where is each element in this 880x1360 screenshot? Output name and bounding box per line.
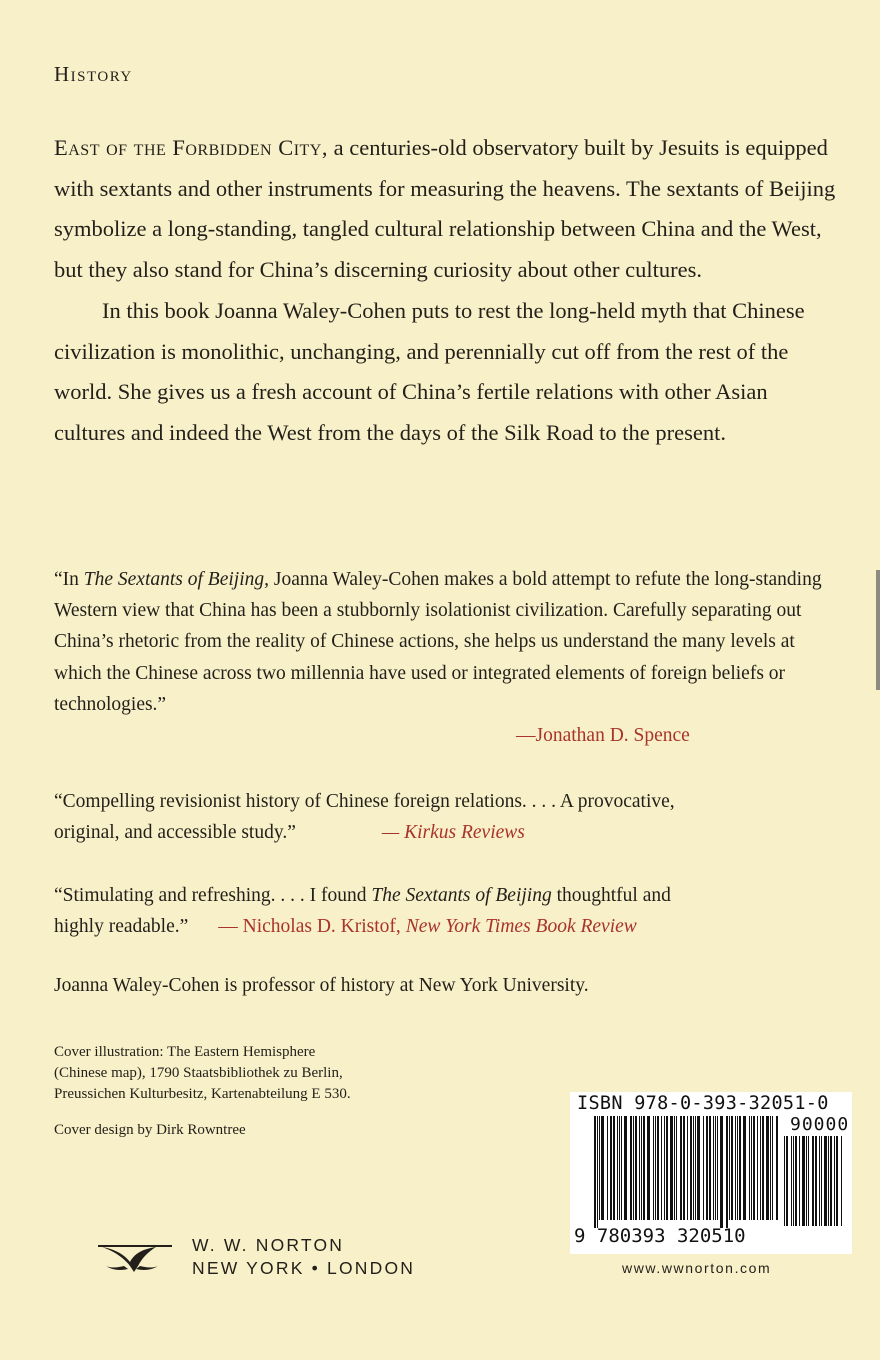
barcode-bar [751,1116,752,1220]
barcode-bar [687,1116,688,1220]
barcode-bar [621,1116,622,1220]
barcode-bar [613,1116,615,1220]
barcode-bar [726,1116,728,1228]
barcode-bar [635,1116,637,1220]
barcode-bar [757,1116,758,1220]
description-paragraph-1 [54,128,844,291]
book-title-italic: The Sextants of Beijing [371,885,552,906]
credit-line-1: Cover illustration: The Eastern Hemisphere [54,1044,316,1060]
barcode-bar [802,1136,805,1226]
book-title-italic: The Sextants of Beijing, [83,569,270,590]
isbn-number: ISBN 978-0-393-32051-0 [577,1093,829,1114]
publisher-imprint [192,1234,415,1280]
barcode-bar [657,1116,659,1220]
author-bio: Joanna Waley-Cohen is professor of history at New York University. [54,975,589,996]
barcode-bar [594,1116,596,1228]
barcode-bar [715,1116,716,1220]
barcode-bar [624,1116,627,1220]
review-attribution: — Kirkus Reviews [381,822,525,844]
review-attribution-name: — Nicholas D. Kristof, [218,916,406,938]
barcode-bar [830,1136,832,1226]
barcode-bar [617,1116,618,1220]
barcode-bar [597,1116,598,1228]
description-paragraph-1-text: a centuries-old observatory built by Jesuits is equipped with sextants and other instruments for measuring the heavens. The sextants of Beijing symbolize a long-standing, tangled cultural relationship between China and the West, but they also stand for China’s discerning curiosity about other cultures. [54,135,836,283]
barcode-bar [607,1116,608,1220]
barcode-bar [729,1116,730,1220]
barcode-bar [791,1136,792,1226]
barcode-bar [737,1116,738,1220]
review-quote-kristof [54,880,844,942]
barcode-bar [655,1116,656,1220]
barcode-bar [674,1116,675,1220]
barcode-bar [739,1116,741,1220]
barcode-bar [680,1116,682,1220]
review-quote-line-1: “Compelling revisionist history of Chinese foreign relations. . . . A provocative, [54,791,675,812]
review-quote-line-2-text: original, and accessible study.” [54,822,296,844]
barcode-bar [695,1116,696,1220]
review-quote-line-2-text: highly readable.” [54,916,189,938]
barcode-bar [743,1116,746,1220]
barcode-bar [643,1116,645,1220]
publisher-website: www.wwnorton.com [622,1260,772,1276]
barcode-bar [683,1116,685,1220]
review-attribution-publication: New York Times Book Review [405,916,637,938]
barcode-bar [760,1116,761,1220]
seagull-logo-icon [96,1236,174,1274]
barcode-bar [824,1136,827,1226]
barcode-bar [703,1116,704,1220]
barcode-bar [619,1116,620,1220]
barcode-bar [819,1136,820,1226]
review-quote-open: “Stimulating and refreshing. . . . I found [54,885,372,906]
barcode-bar [808,1136,809,1226]
review-quote-kirkus [54,786,844,848]
barcode-bar [834,1136,835,1226]
barcode-bar [806,1136,807,1226]
review-quote-body: thoughtful and [551,885,671,906]
barcode-bar [772,1116,773,1220]
description-paragraph-2: In this book Joanna Waley-Cohen puts to rest the long-held myth that Chinese civilization is monolithic, unchanging, and perennially cut off from the rest of the world. She gives us a fresh account of China’s fertile relations with other Asian cultures and indeed the West from the days of the Silk Road to the present. [54,297,805,445]
cover-design-credit: Cover design by Dirk Rowntree [54,1122,246,1138]
barcode-bar [664,1116,665,1220]
barcode-bar [793,1136,794,1226]
barcode-bar [610,1116,612,1220]
barcode-bar [735,1116,736,1220]
page-edge-shadow [876,570,880,690]
barcode-bar [706,1116,708,1220]
book-description [54,128,844,454]
barcode-bar [815,1136,817,1226]
category-label: History [54,62,133,86]
isbn-barcode [570,1092,852,1254]
barcode-bar [630,1116,632,1220]
publisher-name: W. W. NORTON [192,1235,345,1255]
review-attribution: —Jonathan D. Spence [516,725,690,747]
barcode-bar [697,1116,700,1220]
barcode-bar [713,1116,714,1220]
barcode-bar [653,1116,654,1220]
barcode-bar [821,1136,822,1226]
barcode-bar [690,1116,692,1220]
barcode-bar [601,1116,604,1220]
barcode-bar [786,1136,788,1226]
review-quote-open: “In [54,569,84,590]
barcode-bar [766,1116,769,1220]
credit-line-2: (Chinese map), 1790 Staatsbibliothek zu Berlin, [54,1065,343,1081]
price-addon-digits: 90000 [790,1114,850,1135]
barcode-bar [841,1136,842,1226]
barcode-bar [676,1116,677,1220]
review-quote-body: Joanna Waley-Cohen makes a bold attempt to refute the long-standing Western view that China has been a stubbornly isolationist civilization. Carefully separating out China’s rhetoric from the reality of Chinese actions, she helps us understand the many levels at which the Chinese across two millennia have used or integrated elements of foreign beliefs or technologies.” [54,569,822,715]
barcode-bar [753,1116,755,1220]
addon-barcode-bars [784,1136,846,1226]
barcode-bar [770,1116,771,1220]
barcode-bar [784,1136,785,1226]
review-quote-text [54,564,844,720]
barcode-bar [639,1116,640,1220]
barcode-bar [828,1136,829,1226]
review-quote-spence [54,564,844,751]
barcode-bar [670,1116,673,1220]
barcode-bar [693,1116,694,1220]
barcode-bar [661,1116,662,1220]
barcode-bar [762,1116,764,1220]
review-quote-line-2 [54,817,844,848]
review-quote-line-2 [54,911,844,942]
barcode-bar [641,1116,642,1220]
ean-digits: 9 780393 320510 [574,1225,746,1247]
credit-line-3: Preussichen Kulturbesitz, Kartenabteilung E 530. [54,1086,351,1102]
barcode-bar [647,1116,650,1220]
review-quote-line-1 [54,880,844,911]
description-lead-in: East of the Forbidden City, [54,135,328,160]
barcode-bar [776,1116,778,1220]
barcode-bar [633,1116,634,1220]
barcode-bar [720,1116,723,1228]
barcode-bar [717,1116,718,1220]
barcode-bar [799,1136,800,1226]
barcode-bar [812,1136,814,1226]
cover-illustration-credit [54,1042,474,1105]
barcode-bar [731,1116,733,1220]
barcode-bar [749,1116,750,1220]
barcode-bar [709,1116,711,1220]
barcode-bar [599,1116,600,1220]
barcode-bar [795,1136,797,1226]
barcode-bar [666,1116,668,1220]
publisher-cities: NEW YORK • LONDON [192,1258,416,1278]
ean-barcode-bars [594,1116,780,1228]
barcode-bar [836,1136,838,1226]
